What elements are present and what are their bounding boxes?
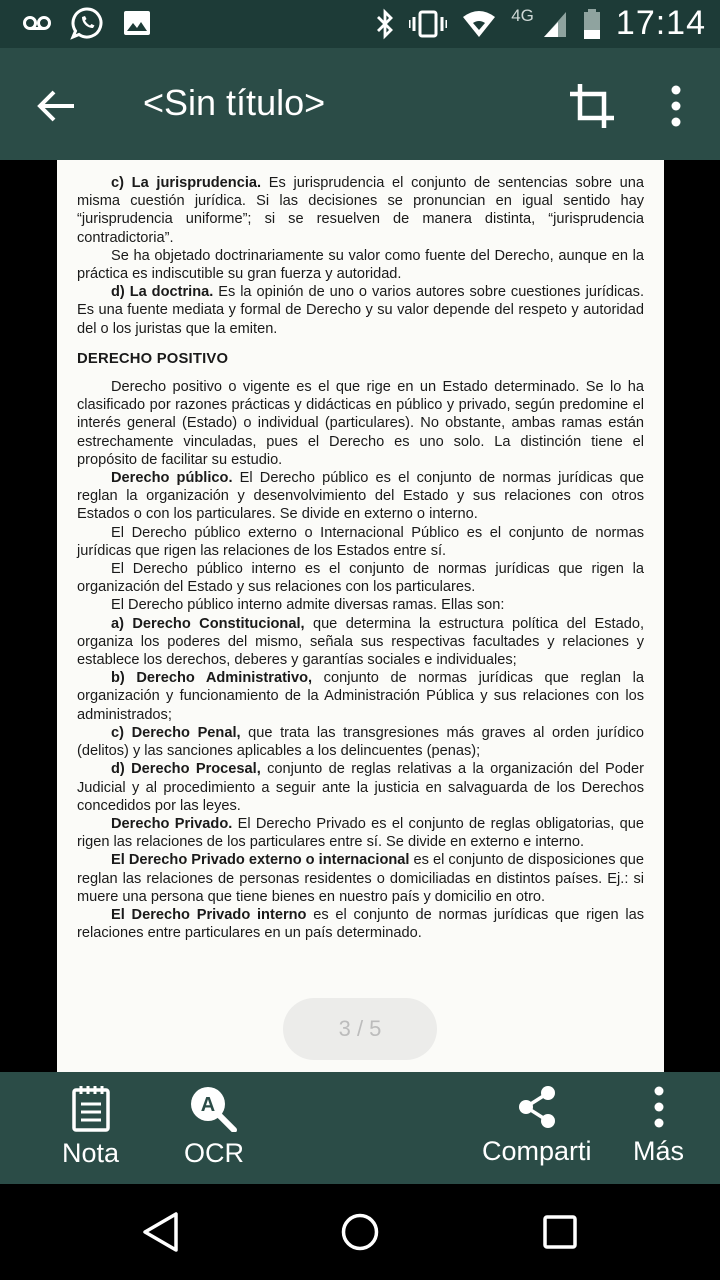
paragraph-bold-lead: d) Derecho Procesal, [111,761,261,778]
clock: 17:14 [615,4,706,42]
signal-icon [542,9,568,39]
paragraph-body: El Derecho público externo o Internacional Público es el conjunto de normas jurídicas que rigen las relaciones de los Estados entre sí. [77,524,644,559]
paragraph-bold-lead: c) Derecho Penal, [111,724,241,741]
paragraph-body: es el conjunto de normas jurídicas que rigen las relaciones entre particulares en un país determinado. [77,906,644,942]
paragraph-group-sources [77,174,644,338]
home-circle-icon[interactable] [340,1212,380,1252]
network-type-label: 4G [511,5,534,25]
bluetooth-icon [375,8,395,40]
document-paragraph [77,760,644,815]
ocr-button[interactable] [184,1084,244,1169]
document-paragraph [77,906,644,942]
note-button-label: Nota [62,1138,120,1168]
more-button-label: Más [633,1136,685,1166]
share-icon [516,1084,558,1130]
overflow-menu-icon [643,1084,675,1130]
paragraph-body: Es la opinión de uno o varios autores sobre cuestiones jurídicas. Es una fuente mediata y formal de Derecho y su valor depende del respeto y autoridad del o los juristas que la emiten. [77,284,644,337]
paragraph-body: Derecho positivo o vigente es el que rige en un Estado determinado. Se lo ha clasificado por razones prácticas y didácticas en público y privado, según predomine el interés general (Estado) o individual (particulares). No obstante, ambas ramas están estrechamente vinculadas, pues el Derecho es uno solo. La distinción tiene el propósito de facilitar su estudio. [77,379,644,468]
paragraph-bold-lead: El Derecho Privado externo o internacional [111,852,410,869]
document-paragraph [77,815,644,851]
note-button[interactable] [62,1084,119,1169]
document-viewer[interactable] [0,160,720,1072]
battery-icon [582,8,602,40]
paragraph-body: Se ha objetado doctrinariamente su valor como fuente del Derecho, aunque en la práctica es indiscutible su gran fuerza y autoridad. [77,247,644,283]
paragraph-body: conjunto de normas jurídicas que reglan la organización y funcionamiento de la Administración Pública y sus relaciones con los administrados; [77,670,645,723]
image-icon [122,8,152,38]
back-triangle-icon[interactable] [140,1210,182,1254]
paragraph-body: El Derecho público es el conjunto de normas jurídicas que reglan la organización y desenvolvimiento del Estado y sus relaciones con otros Estados o con los particulares. Se divide en externo o interno. [77,470,645,523]
paragraph-bold-lead: El Derecho Privado interno [111,906,307,923]
status-bar [0,0,720,48]
paragraph-body: El Derecho público interno es el conjunto de normas jurídicas que rigen la organización del Estado y sus relaciones con los particulares. [77,561,644,596]
note-icon [71,1084,111,1132]
recents-square-icon[interactable] [542,1214,578,1250]
document-paragraph [77,469,644,524]
crop-icon[interactable] [568,82,616,130]
document-paragraph [77,724,644,760]
paragraph-bold-lead: a) Derecho Constitucional, [111,615,305,632]
paragraph-bold-lead: c) La jurisprudencia. [111,175,262,191]
paragraph-body: El Derecho público interno admite diversas ramas. Ellas son: [111,597,505,614]
document-paragraph [77,851,644,906]
document-page[interactable] [57,160,664,1072]
whatsapp-icon [70,6,104,40]
paragraph-body: Es jurisprudencia el conjunto de sentencias sobre una misma cuestión jurídica. Si las decisiones se pronuncian en igual sentido hay “jurisprudencia uniforme”; si se resuelven de manera distinta, “jurisprudencia contradictoria”. [77,175,644,246]
paragraph-body: El Derecho Privado es el conjunto de reglas obligatorias, que rigen las relaciones de los particulares entre sí. Se divide en externo e interno. [77,815,644,851]
system-navigation-bar [0,1184,720,1280]
document-paragraph [77,378,644,469]
overflow-menu-icon[interactable] [660,84,692,128]
section-heading: DERECHO POSITIVO [77,350,229,367]
document-title: <Sin título> [143,82,326,123]
document-paragraph [77,283,644,338]
paragraph-bold-lead: Derecho público. [111,470,233,487]
document-paragraph [77,247,644,283]
document-paragraph [77,596,644,614]
document-paragraph [77,615,644,670]
paragraph-bold-lead: b) Derecho Administrativo, [111,670,313,687]
wifi-icon [461,9,497,39]
vibrate-icon [409,9,447,39]
app-bar [0,48,720,160]
back-arrow-icon[interactable] [34,84,78,128]
paragraph-bold-lead: d) La doctrina. [111,284,214,301]
document-paragraph [77,174,644,247]
voicemail-icon [22,12,52,34]
paragraph-bold-lead: Derecho Privado. [111,815,233,832]
page-indicator: 3 / 5 [283,998,437,1060]
document-paragraph [77,560,644,596]
document-paragraph [77,669,644,724]
paragraph-group-positive-law [77,378,644,942]
svg-text:A: A [200,1094,216,1116]
paragraph-body: que trata las transgresiones más graves al orden jurídico (delitos) y las sanciones aplicables a los delincuentes (penas); [77,724,644,760]
paragraph-body: es el conjunto de disposiciones que reglan las relaciones de personas residentes o domiciliadas en distintos países. Ej.: si muere una persona que tiene bienes en nuestro país y domicilio en otro. [77,852,644,905]
bottom-toolbar [0,1072,720,1184]
paragraph-body: conjunto de reglas relativas a la organización del Poder Judicial y al procedimiento a seguir ante la justicia en salvaguarda de los Derechos concedidos por las leyes. [77,761,644,814]
document-paragraph [77,524,644,560]
ocr-button-label: OCR [184,1138,244,1168]
share-button[interactable] [482,1084,592,1167]
ocr-search-icon [188,1084,240,1132]
more-button[interactable] [633,1084,684,1167]
document-text [77,174,644,942]
share-button-label: Comparti [482,1136,592,1166]
paragraph-body: que determina la estructura política del Estado, organiza los poderes del mismo, señala sus respectivas facultades y relaciones y establece los derechos, deberes y garantías sociales e individuales; [77,615,644,669]
